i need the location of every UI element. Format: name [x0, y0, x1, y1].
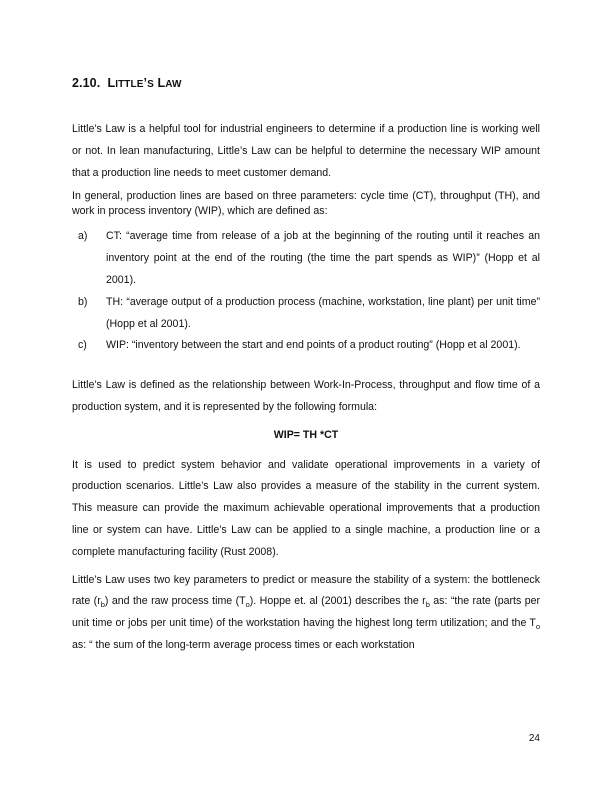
definition-text: CT: “average time from release of a job at the beginning of the routing until it reaches an inventory point at the end of the routing (the time the part spends as WIP)” (Hopp et al 2001).	[106, 230, 540, 286]
paragraph-usage: It is used to predict system behavior and validate operational improvements in a variety of production scenarios. Little’s Law also provides a measure of the stability in the current system. This measure can provide the maximum achievable operational improvements that a production line or system can have. Little’s Law can be applied to a single machine, a production line or a complete manufacturing facility (Rust 2008).	[72, 458, 540, 558]
paragraph-intro: Little’s Law is a helpful tool for industrial engineers to determine if a production line is working well or not. In lean manufacturing, Little’s Law can be helpful to determine the necessary WIP amount that a production line needs to meet customer demand.	[72, 123, 540, 179]
definition-item-wip	[72, 335, 540, 357]
section-title: LITTLE’S LAW	[107, 76, 182, 90]
list-marker: b)	[78, 295, 88, 308]
definition-text: TH: “average output of a production process (machine, workstation, line plant) per unit time” (Hopp et al 2001).	[106, 295, 540, 330]
paragraph-parameters-key: Little’s Law uses two key parameters to predict or measure the stability of a system: the bottleneck rate $(r_b)$ and the raw process time $(T_o)$. Hoppe et. al (2001) describes the $r_b$ as: “the rate (parts per unit time or jobs per unit time) of the workstation having the highest long term utilization; and the $T_o$ as: “ the sum of the long-term average process times or each workstation	[72, 573, 541, 651]
definition-text: WIP: “inventory between the start and end points of a product routing” (Hopp et al 2001).	[106, 339, 521, 352]
definition-list	[72, 226, 540, 357]
page-number: 24	[528, 733, 540, 744]
definition-item-ct	[72, 226, 540, 291]
paragraph-parameters: In general, production lines are based on three parameters: cycle time (CT), throughput (TH), and work in process inventory (WIP), which are defined as:	[72, 190, 540, 218]
body-text	[72, 119, 540, 657]
formula: WIP= TH *CT	[273, 428, 339, 441]
section-heading	[72, 76, 542, 90]
list-marker: a)	[78, 230, 88, 243]
section-number: 2.10.	[72, 76, 101, 90]
paragraph-definition: Little’s Law is defined as the relationship between Work-In-Process, throughput and flow time of a production system, and it is represented by the following formula:	[72, 379, 540, 413]
list-marker: c)	[78, 339, 87, 352]
definition-item-th	[72, 292, 540, 336]
